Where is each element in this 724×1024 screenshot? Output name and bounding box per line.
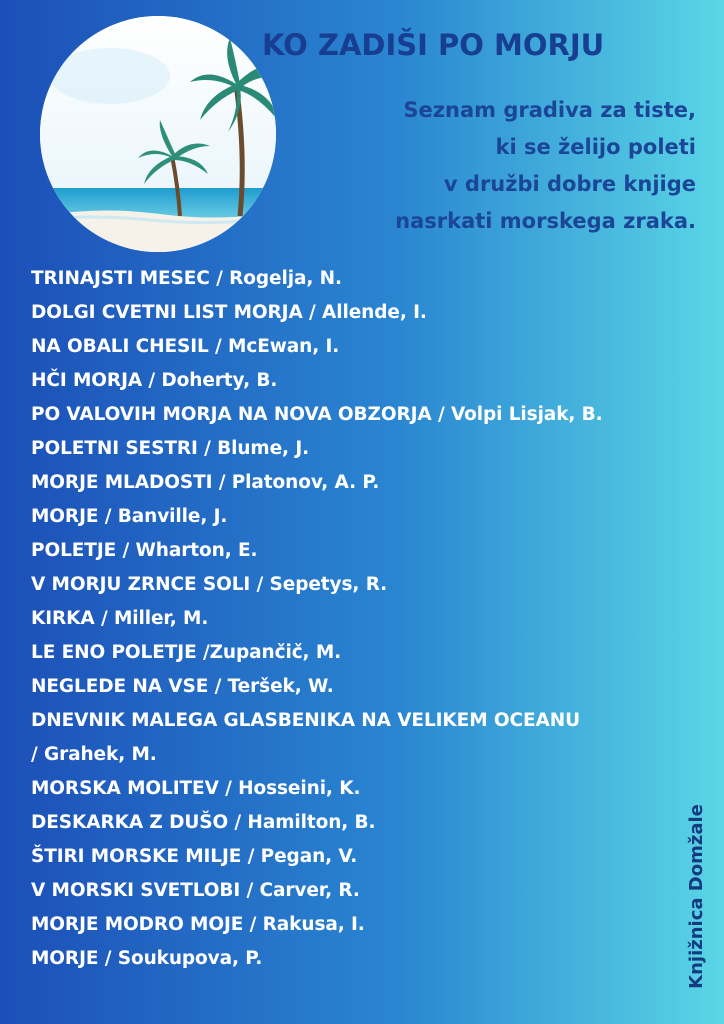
subtitle-line: nasrkati morskega zraka. [395,209,696,233]
list-item: NEGLEDE NA VSE / Teršek, W. [31,676,334,697]
list-item: POLETNI SESTRI / Blume, J. [31,438,310,459]
library-name: Knjižnica Domžale [685,803,707,989]
list-item: POLETJE / Wharton, E. [31,540,258,561]
list-item: / Grahek, M. [31,744,157,765]
subtitle-line: ki se želijo poleti [495,135,696,159]
list-item: HČI MORJA / Doherty, B. [31,370,278,391]
list-item: MORJE MLADOSTI / Platonov, A. P. [31,472,380,493]
list-item: DNEVNIK MALEGA GLASBENIKA NA VELIKEM OCEANU [31,710,581,731]
beach-palm-circle-icon [40,16,276,252]
list-item: MORJE MODRO MOJE / Rakusa, I. [31,914,365,935]
beach-illustration [40,16,276,252]
list-item: TRINAJSTI MESEC / Rogelja, N. [31,268,342,289]
list-item: NA OBALI CHESIL / McEwan, I. [31,336,340,357]
subtitle-line: Seznam gradiva za tiste, [403,98,696,122]
subtitle [276,92,696,240]
page-title: KO ZADIŠI PO MORJU [262,28,605,62]
list-item: KIRKA / Miller, M. [31,608,209,629]
list-item: PO VALOVIH MORJA NA NOVA OBZORJA / Volpi Lisjak, B. [31,404,603,425]
list-item: ŠTIRI MORSKE MILJE / Pegan, V. [31,846,358,867]
list-item: MORSKA MOLITEV / Hosseini, K. [31,778,361,799]
library-credit [676,786,716,1006]
list-item: MORJE / Soukupova, P. [31,948,263,969]
list-item: V MORSKI SVETLOBI / Carver, R. [31,880,360,901]
book-list [31,262,721,976]
subtitle-line: v družbi dobre knjige [443,172,696,196]
list-item: MORJE / Banville, J. [31,506,228,527]
list-item: LE ENO POLETJE /Zupančič, M. [31,642,342,663]
list-item: DOLGI CVETNI LIST MORJA / Allende, I. [31,302,427,323]
list-item: DESKARKA Z DUŠO / Hamilton, B. [31,812,376,833]
list-item: V MORJU ZRNCE SOLI / Sepetys, R. [31,574,388,595]
